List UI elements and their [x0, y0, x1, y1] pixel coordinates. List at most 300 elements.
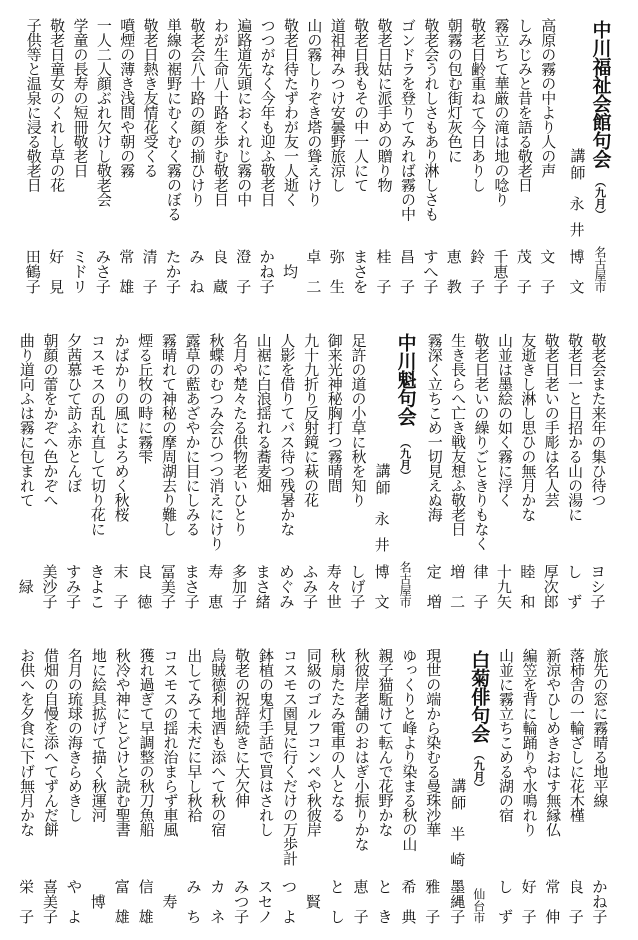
haiku-text: 人影を借りてバス待つ残暑かな [278, 333, 297, 536]
haiku-column [397, 630, 421, 940]
name-character: 美 [160, 578, 176, 596]
name-character: 澄 [236, 248, 252, 266]
haiku-text: 遍路道先頭におくれじ霧の中 [235, 18, 254, 207]
haiku-text: 鉢植の鬼灯手話で買はされし [257, 648, 276, 837]
name-character: 見 [49, 278, 65, 296]
section-month: （九月） [472, 748, 486, 793]
haiku-column [346, 315, 370, 625]
haiku-author [450, 565, 466, 610]
name-character: 恵 [446, 248, 462, 266]
haiku-column [251, 315, 275, 625]
section-title-block [468, 650, 491, 793]
haiku-column [513, 0, 536, 310]
haiku-author [72, 250, 88, 295]
haiku-column [86, 630, 110, 940]
haiku-column [157, 315, 181, 625]
haiku-text: 霧深く立ちこめ一切見えぬ海 [425, 333, 444, 522]
haiku-column [466, 0, 489, 310]
name-character: 文 [540, 248, 556, 266]
name-character: ぐ [279, 578, 295, 596]
haiku-author [401, 880, 417, 925]
name-character: 多 [231, 563, 247, 581]
name-character: か [166, 263, 182, 281]
haiku-column [541, 630, 565, 940]
name-character: 子 [521, 908, 537, 926]
name-character: 二 [450, 593, 466, 611]
name-character: み [303, 578, 319, 596]
haiku-author [590, 565, 606, 610]
haiku-column [588, 630, 612, 940]
name-character: め [279, 563, 295, 581]
haiku-text: 旅先の窓に霧晴る地平線 [591, 648, 610, 808]
haiku-text: 御来光神秘胸打つ霧晴間 [325, 333, 344, 493]
name-character: と [377, 878, 393, 896]
name-character: 子 [473, 593, 489, 611]
haiku-author [281, 880, 297, 925]
haiku-author [353, 880, 369, 925]
haiku-author [19, 880, 35, 925]
haiku-column [14, 315, 38, 625]
name-character: 井 [374, 536, 390, 554]
name-character: 子 [42, 593, 58, 611]
haiku-author [90, 880, 106, 925]
name-character: 富 [114, 878, 130, 896]
haiku-author [259, 250, 275, 295]
haiku-text: つつがなく今年も迎ふ敬老日 [258, 18, 277, 207]
haiku-text: 名月や楚々たる供物老いひとり [231, 333, 249, 536]
haiku-author [89, 565, 105, 610]
haiku-column [134, 630, 158, 940]
name-character: み [234, 878, 250, 896]
haiku-column [68, 0, 91, 310]
haiku-text: 朝顔の蕾をかぞへ色かぞへ [41, 333, 60, 507]
name-character: 雄 [119, 278, 135, 296]
name-character: 末 [113, 563, 129, 581]
haiku-column [301, 630, 325, 940]
haiku-column [299, 315, 323, 625]
name-character: 田 [25, 248, 41, 266]
haiku-text: 編笠を背に輪踊りや水鳴れり [520, 648, 539, 837]
haiku-text: 敬老日我もその中一人にて [352, 18, 371, 192]
name-character: 栄 [19, 878, 35, 896]
name-character: た [166, 248, 182, 266]
name-character: ド [72, 263, 88, 281]
lecturer-city: 名古屋市 [398, 561, 413, 608]
haiku-author [18, 565, 34, 610]
haiku-author [162, 880, 178, 925]
name-character: 子 [423, 278, 439, 296]
name-character: 蔵 [212, 278, 228, 296]
name-character: 加 [231, 578, 247, 596]
name-character: 美 [42, 563, 58, 581]
lecturer-surname [569, 197, 585, 238]
name-character: 世 [326, 593, 342, 611]
name-character: 茂 [516, 248, 532, 266]
haiku-text: 落柿舎の一輪ざしに花木槿 [567, 648, 586, 822]
name-character: さ [353, 263, 369, 281]
haiku-text: 霧晴れて神秘の摩周湖去り難し [159, 333, 178, 536]
spacer [370, 315, 371, 625]
name-character: き [377, 908, 393, 926]
haiku-author [496, 565, 512, 610]
haiku-author [142, 250, 158, 295]
haiku-column [86, 315, 110, 625]
name-character: 博 [374, 563, 390, 581]
name-character: 鶴 [25, 263, 41, 281]
haiku-column [396, 0, 419, 310]
haiku-author [210, 880, 226, 925]
section-month: （九月） [593, 176, 607, 220]
name-character: み [66, 578, 82, 596]
spacer [417, 315, 423, 625]
name-character: ね [592, 893, 608, 911]
name-character: 和 [520, 593, 536, 611]
haiku-text: 秋冷や神にとどけと読む聖書 [113, 648, 132, 837]
haiku-author [66, 880, 82, 925]
haiku-author [232, 565, 248, 610]
name-character: よ [66, 908, 82, 926]
haiku-author [470, 250, 486, 295]
lecturer-column [566, 0, 588, 310]
haiku-text: 九十九折り反射鏡に萩の花 [302, 333, 321, 507]
name-character: や [66, 878, 82, 896]
haiku-column [109, 315, 133, 625]
lecturer-column [448, 630, 468, 940]
haiku-author [186, 880, 202, 925]
haiku-author [279, 565, 295, 610]
haiku-author [520, 565, 536, 610]
name-character: 子 [353, 908, 369, 926]
name-character: ミ [72, 248, 88, 266]
name-character: セ [258, 893, 274, 911]
haiku-text: ゴンドラを登りてみれば霧の中 [398, 18, 417, 221]
haiku-column [493, 315, 516, 625]
haiku-text: 敬老日待たずわが友一人逝く [282, 18, 300, 207]
name-character: 常 [545, 878, 561, 896]
haiku-text: 敬老日熱き友情花受くる [141, 18, 160, 178]
name-character: 子 [236, 278, 252, 296]
haiku-author [258, 880, 274, 925]
haiku-text: ゆっくりと峰より染まる秋の山 [400, 648, 419, 851]
haiku-column [39, 630, 63, 940]
haiku-author [521, 880, 537, 925]
haiku-column [469, 315, 492, 625]
haiku-column [373, 630, 397, 940]
name-character: 子 [19, 908, 35, 926]
name-character: 二 [306, 278, 322, 296]
name-character: 子 [113, 593, 129, 611]
name-character: 子 [95, 278, 111, 296]
haiku-column [565, 630, 589, 940]
haiku-column [228, 315, 252, 625]
section-title-block [396, 333, 415, 481]
name-character: 博 [569, 248, 585, 266]
name-character: 九 [496, 578, 512, 596]
haiku-text: 敬老会八十路の顔の揃ひけり [188, 18, 207, 207]
name-character: 子 [259, 278, 275, 296]
haiku-column [158, 630, 182, 940]
haiku-column [180, 315, 204, 625]
haiku-text: コスモスの乱れ直して切り花に [88, 333, 107, 536]
spacer [490, 630, 494, 940]
haiku-author [567, 565, 583, 610]
name-character: 徳 [137, 593, 153, 611]
haiku-text: 単線の裾野にむくむく霧のぼる [165, 18, 184, 221]
name-character: よ [89, 578, 105, 596]
name-character: 子 [160, 593, 176, 611]
haiku-text: 一人二人顔ぶれ欠けし敬老会 [94, 18, 113, 207]
name-character: ず [498, 908, 514, 926]
haiku-author [255, 565, 271, 610]
name-character: 緑 [18, 578, 34, 596]
haiku-text: 新涼やひしめきおはす無縁仏 [544, 648, 563, 837]
name-character: ね [189, 278, 205, 296]
haiku-author [498, 880, 514, 925]
haiku-text: 敬老会うれしさもあり淋しさも [422, 18, 441, 221]
name-character: 子 [568, 908, 584, 926]
name-character: 墨 [450, 878, 466, 896]
haiku-text: 子供等と温泉に浸る敬老日 [24, 18, 43, 192]
name-character: 子 [234, 908, 250, 926]
haiku-author [540, 250, 556, 295]
haiku-column [45, 0, 68, 310]
name-character: ネ [210, 908, 226, 926]
name-character: 千 [493, 248, 509, 266]
haiku-author [423, 250, 439, 295]
haiku-author [25, 250, 41, 295]
name-character: 教 [446, 278, 462, 296]
haiku-text: 敬老日一と日招かる山の湯に [566, 333, 585, 522]
haiku-column [22, 0, 45, 310]
lecturer-city: 名古屋市 [593, 246, 607, 293]
name-character: 子 [25, 278, 41, 296]
name-character: 半 [450, 825, 466, 843]
haiku-column [586, 315, 609, 625]
haiku-column [349, 0, 372, 310]
haiku-author [306, 250, 322, 295]
name-character: 子 [231, 593, 247, 611]
name-character: さ [255, 578, 271, 596]
haiku-author [592, 880, 608, 925]
haiku-column [206, 630, 230, 940]
name-character: 寿 [208, 563, 224, 581]
haiku-text: 親子猫駈けて転んで花野かな [376, 648, 395, 837]
name-character: し [498, 878, 514, 896]
haiku-column [38, 315, 62, 625]
name-character: 希 [401, 878, 417, 896]
name-character: 常 [119, 248, 135, 266]
haiku-text: 山並は墨絵の如く霧に浮く [495, 333, 514, 507]
name-character: 縄 [450, 893, 466, 911]
haiku-author [49, 250, 65, 295]
haiku-author [208, 565, 224, 610]
haiku-text: 敬老日齢重ねて今日ありし [469, 18, 488, 192]
name-character: 子 [493, 278, 509, 296]
haiku-text: 噴煙の薄き浅間や朝の霧 [118, 18, 137, 178]
haiku-author [516, 250, 532, 295]
name-character: へ [423, 263, 439, 281]
name-character: 信 [138, 878, 154, 896]
haiku-author [329, 880, 345, 925]
name-character: 子 [376, 278, 392, 296]
haiku-author [425, 880, 441, 925]
name-character: 博 [90, 893, 106, 911]
haiku-column [489, 0, 512, 310]
haiku-column [278, 630, 302, 940]
haiku-author [426, 565, 442, 610]
name-character: 緒 [255, 593, 271, 611]
haiku-column [326, 0, 349, 310]
haiku-author [353, 250, 369, 295]
name-character: 良 [568, 878, 584, 896]
name-character: 子 [142, 278, 158, 296]
haiku-column [517, 630, 541, 940]
name-character: よ [281, 908, 297, 926]
haiku-text: 学童の長寿の短冊敬老日 [71, 18, 90, 178]
haiku-text: 秋彼岸老舗のおはぎ小振りかな [352, 648, 371, 851]
name-character: ふ [303, 563, 319, 581]
haiku-column [275, 315, 299, 625]
haiku-text: 獲れ過ぎて早調整の秋刀魚船 [137, 648, 156, 837]
haiku-text: コスモスの揺れ治まらず車風 [161, 648, 180, 837]
name-character: 子 [303, 593, 319, 611]
haiku-text: 敬老日老いの手彫は名人芸 [542, 333, 561, 507]
name-character: か [592, 878, 608, 896]
haiku-text: 敬老の祝辞続きに大欠伸 [233, 648, 252, 808]
name-character: 雄 [138, 908, 154, 926]
lecturer-surname [374, 512, 390, 553]
haiku-text: 烏賊徳利地酒も添へて秋の宿 [209, 648, 228, 837]
name-character: 崎 [450, 851, 466, 869]
lecturer-given-name [569, 250, 585, 295]
lecturer-surname [450, 827, 466, 868]
haiku-column [563, 315, 586, 625]
haiku-column [536, 0, 559, 310]
name-character: げ [350, 578, 366, 596]
name-character: 子 [66, 593, 82, 611]
haiku-author [326, 565, 342, 610]
haiku-column [232, 0, 255, 310]
name-character: リ [72, 278, 88, 296]
name-character: 永 [569, 195, 585, 213]
name-character: ノ [258, 908, 274, 926]
name-character: 喜 [43, 878, 59, 896]
section-title: 中川魁句会 [394, 333, 417, 426]
haiku-text: 同級のゴルフコンペや秋彼岸 [304, 648, 323, 837]
haiku-column [92, 0, 115, 310]
haiku-text: 借畑の自慢を添へてずんだ餅 [42, 648, 61, 837]
haiku-column [322, 315, 346, 625]
name-character: 子 [592, 908, 608, 926]
haiku-author [399, 250, 415, 295]
name-character: 子 [43, 908, 59, 926]
haiku-text: 高原の霧の中より人の声 [539, 18, 558, 178]
name-character: し [567, 563, 583, 581]
section-header-column [468, 630, 490, 940]
haiku-column [230, 630, 254, 940]
name-character: 永 [374, 510, 390, 528]
name-character: 良 [137, 563, 153, 581]
haiku-author [184, 565, 200, 610]
name-character: 鈴 [470, 248, 486, 266]
haiku-text: 生き長らへ亡き戦友想ふ敬老日 [449, 333, 468, 536]
name-character: シ [590, 578, 606, 596]
haiku-text: 夕茜慕ひて訪ふ赤とんぼ [65, 333, 84, 493]
name-character: 好 [49, 248, 65, 266]
haiku-text: 足許の道の小草に秋を知り [349, 333, 368, 507]
haiku-author [446, 250, 462, 295]
haiku-author [119, 250, 135, 295]
section-title: 中川福祉会館句会 [589, 20, 612, 168]
haiku-author [377, 880, 393, 925]
haiku-author [236, 250, 252, 295]
haiku-author [283, 250, 299, 295]
haiku-text: 秋蝶のむつみ会ひつつ消えにけり [207, 333, 226, 551]
name-character: し [329, 908, 345, 926]
name-character: 睦 [520, 563, 536, 581]
name-character: 典 [401, 908, 417, 926]
name-character: と [329, 878, 345, 896]
lecturer-label: 講師 [449, 778, 468, 812]
haiku-column [255, 0, 278, 310]
haiku-column [419, 0, 442, 310]
haiku-author [568, 880, 584, 925]
name-character: 賢 [305, 893, 321, 911]
name-character: 生 [329, 278, 345, 296]
name-character: 昌 [399, 248, 415, 266]
spacer [560, 0, 567, 310]
haiku-column [204, 315, 228, 625]
haiku-column [138, 0, 161, 310]
haiku-author [113, 565, 129, 610]
haiku-author [234, 880, 250, 925]
haiku-column [62, 315, 86, 625]
name-character: 子 [166, 278, 182, 296]
name-character: 子 [516, 278, 532, 296]
lecturer-city: 仙台市 [471, 887, 486, 923]
lecturer-column [371, 315, 393, 625]
name-character: す [66, 563, 82, 581]
name-character: さ [184, 578, 200, 596]
name-character: 十 [496, 563, 512, 581]
spacer [445, 630, 448, 940]
haiku-column [279, 0, 302, 310]
name-character: き [89, 563, 105, 581]
name-character: 井 [569, 221, 585, 239]
haiku-text: 煙る丘牧の畤に霧雫 [136, 333, 155, 464]
name-character: ヨ [590, 563, 606, 581]
name-character: 均 [282, 263, 298, 281]
haiku-text: 山並に霧立ちこめる湖の宿 [497, 648, 516, 822]
name-character: ず [567, 593, 583, 611]
haiku-text: コスモス園見に行くだけの万歩計 [280, 648, 299, 866]
name-character: カ [210, 878, 226, 896]
row-3-band [0, 630, 638, 940]
haiku-column [182, 630, 206, 940]
lecturer-given-name [374, 565, 390, 610]
haiku-column [62, 630, 86, 940]
lecturer-given-name [450, 880, 466, 925]
haiku-column [443, 0, 466, 310]
name-character: み [95, 248, 111, 266]
name-character: 弥 [329, 248, 345, 266]
haiku-column [421, 630, 445, 940]
haiku-author [303, 565, 319, 610]
haiku-text: 露草の藍あざやかに目にしみる [183, 333, 202, 536]
name-character: み [186, 878, 202, 896]
name-character: 律 [473, 563, 489, 581]
haiku-author [543, 565, 559, 610]
